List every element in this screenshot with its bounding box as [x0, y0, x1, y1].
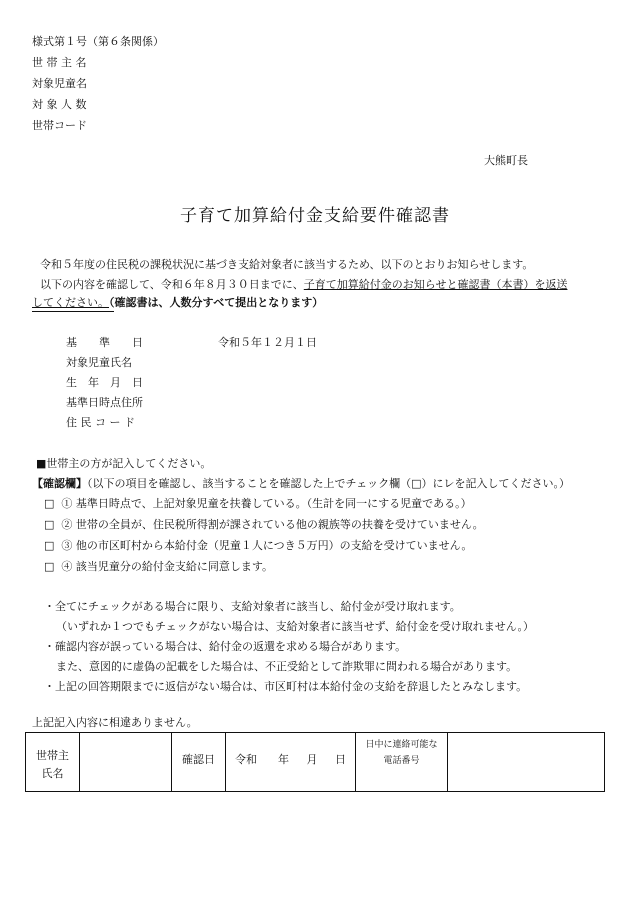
note-3: ・上記の回答期限までに返信がない場合は、市区町村は本給付金の支給を辞退したとみなします。 [44, 680, 528, 693]
check-item-4 [44, 558, 273, 574]
declaration: 上記記入内容に相違ありません。 [32, 716, 198, 729]
month-label: 月 [306, 753, 318, 766]
phone-label-2: 電話番号 [383, 756, 420, 766]
intro-line-2-plain: 以下の内容を確認して、令和６年８月３０日までに、 [40, 278, 304, 291]
base-date-value: 令和５年１２月１日 [218, 336, 317, 349]
check-item-number: ④ [61, 560, 73, 573]
check-item-number: ② [61, 518, 73, 531]
intro-line-2 [40, 276, 567, 292]
checkbox-1[interactable]: □ [44, 497, 55, 510]
householder-name-field: 世 帯 主 名 [32, 56, 87, 69]
check-item-text: 他の市区町村から本給付金（児童１人につき５万円）の支給を受けていません。 [75, 539, 473, 552]
intro-line-3-underlined: してください。 [32, 296, 109, 309]
check-item-text: 基準日時点で、上記対象児童を扶養している。（生計を同一にする児童である。） [75, 497, 472, 510]
check-item-1 [44, 495, 472, 511]
intro-line-1: 令和５年度の住民税の課税状況に基づき支給対象者に該当するため、以下のとおりお知らせします。 [40, 258, 534, 271]
phone-label-cell [356, 733, 448, 792]
householder-label-cell [26, 733, 80, 792]
note-1-sub: （いずれか１つでもチェックがない場合は、支給対象者に該当せず、給付金を受け取れません。） [56, 620, 534, 633]
note-1: ・全てにチェックがある場合に限り、支給対象者に該当し、給付金が受け取れます。 [44, 600, 461, 613]
child-name-field: 対象児童名 [32, 77, 87, 90]
intro-line-3-bold: （確認書は、人数分すべて提出となります） [109, 296, 324, 309]
address-label: 基準日時点住所 [66, 396, 143, 409]
year-label: 年 [278, 753, 289, 766]
intro-line-3 [32, 294, 323, 310]
instructions-heading: ■世帯主の方が記入してください。 [36, 457, 212, 470]
emphasis-underline [32, 311, 114, 312]
check-item-text: 該当児童分の給付金支給に同意します。 [75, 560, 274, 573]
check-item-3 [44, 537, 472, 553]
base-date-label: 基 準 日 [66, 336, 143, 349]
signature-table [25, 732, 605, 792]
check-item-number: ① [61, 497, 73, 510]
era-label: 令和 [235, 753, 258, 766]
resident-code-label: 住 民 コ ー ド [66, 416, 135, 429]
target-count-field: 対 象 人 数 [32, 98, 87, 111]
confirm-instructions [32, 475, 570, 491]
checkbox-4[interactable]: □ [44, 560, 55, 573]
checkbox-2[interactable]: □ [44, 518, 55, 531]
phone-label-1: 日中に連絡可能な [365, 740, 438, 750]
note-2: ・確認内容が誤っている場合は、給付金の返還を求める場合があります。 [44, 640, 407, 653]
check-item-number: ③ [61, 539, 73, 552]
householder-name-input[interactable] [80, 733, 172, 792]
issuer: 大熊町長 [484, 154, 528, 167]
form-id: 様式第１号（第６条関係） [32, 35, 164, 48]
confirm-date-label: 確認日 [172, 733, 226, 792]
check-item-text: 世帯の全員が、住民税所得割が課されている他の親族等の扶養を受けていません。 [75, 518, 484, 531]
birth-date-label: 生 年 月 日 [66, 376, 143, 389]
phone-number-input[interactable] [448, 733, 605, 792]
check-item-2 [44, 516, 484, 532]
confirm-date-input[interactable] [226, 733, 356, 792]
household-code-field: 世帯コード [32, 119, 87, 132]
page-title: 子育て加算給付金支給要件確認書 [180, 206, 450, 226]
intro-line-2-underlined: 子育て加算給付金のお知らせと確認書（本書）を返送 [303, 278, 568, 291]
householder-label-1: 世帯主 [36, 749, 69, 762]
child-full-name-label: 対象児童氏名 [66, 356, 132, 369]
confirm-bracket: 【確認欄】 [32, 477, 87, 490]
confirm-text: （以下の項目を確認し、該当することを確認した上でチェック欄（□）にレを記入してください。） [87, 477, 571, 490]
day-label: 日 [334, 753, 346, 766]
checkbox-3[interactable]: □ [44, 539, 55, 552]
householder-label-2: 氏名 [41, 767, 64, 780]
note-2-sub: また、意図的に虚偽の記載をした場合は、不正受給として詐欺罪に問われる場合があります。 [56, 660, 518, 673]
